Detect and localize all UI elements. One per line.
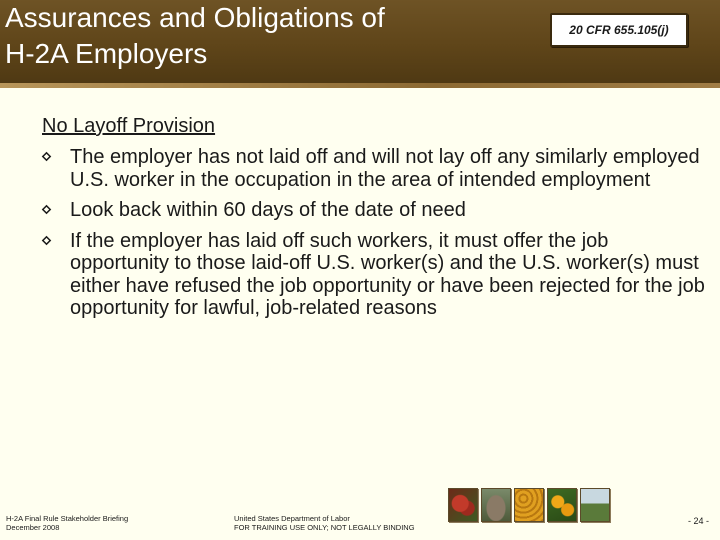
footer-dol-info: [234, 515, 415, 532]
title-line-1: Assurances and Obligations of: [5, 2, 385, 33]
footer-dol-name: United States Department of Labor: [234, 514, 350, 523]
page-number: - 24 -: [688, 516, 710, 526]
footer-disclaimer: FOR TRAINING USE ONLY; NOT LEGALLY BINDING: [234, 522, 415, 532]
grapes-photo: [448, 488, 478, 522]
header-divider: [0, 83, 720, 88]
slide-body: [42, 114, 710, 320]
bullet-list: [42, 146, 710, 320]
footer-briefing-title: H-2A Final Rule Stakeholder Briefing: [6, 514, 129, 523]
bullet-text: If the employer has laid off such workers, it must offer the job opportunity to those laid-off U.S. worker(s) and the U.S. worker(s) must either have refused the job opportunity or have been rejected for the job opportunity for lawful, job-related reasons: [70, 229, 705, 319]
cfr-reference-badge: [550, 13, 688, 47]
footer-briefing-info: [6, 515, 128, 532]
square-bullet-icon: [42, 235, 52, 245]
bullet-text: Look back within 60 days of the date of need: [70, 199, 466, 221]
agriculture-photo-strip: [448, 488, 610, 522]
title-line-2: H-2A Employers: [5, 38, 208, 69]
section-heading: No Layoff Provision: [42, 115, 216, 137]
cfr-reference-text: 20 CFR 655.105(j): [569, 23, 669, 37]
citrus-photo: [547, 488, 577, 522]
slide-header: [0, 0, 720, 83]
square-bullet-icon: [42, 205, 52, 215]
square-bullet-icon: [42, 152, 52, 162]
harvester-photo: [580, 488, 610, 522]
bullet-item: [42, 199, 710, 222]
bullet-item: [42, 146, 710, 191]
slide-title: [5, 0, 525, 72]
bullet-text: The employer has not laid off and will not lay off any similarly employed U.S. worker in the occupation in the area of intended employment: [70, 146, 700, 191]
livestock-photo: [481, 488, 511, 522]
honeycomb-photo: [514, 488, 544, 522]
bullet-item: [42, 230, 710, 320]
footer-briefing-date: December 2008: [6, 522, 60, 532]
